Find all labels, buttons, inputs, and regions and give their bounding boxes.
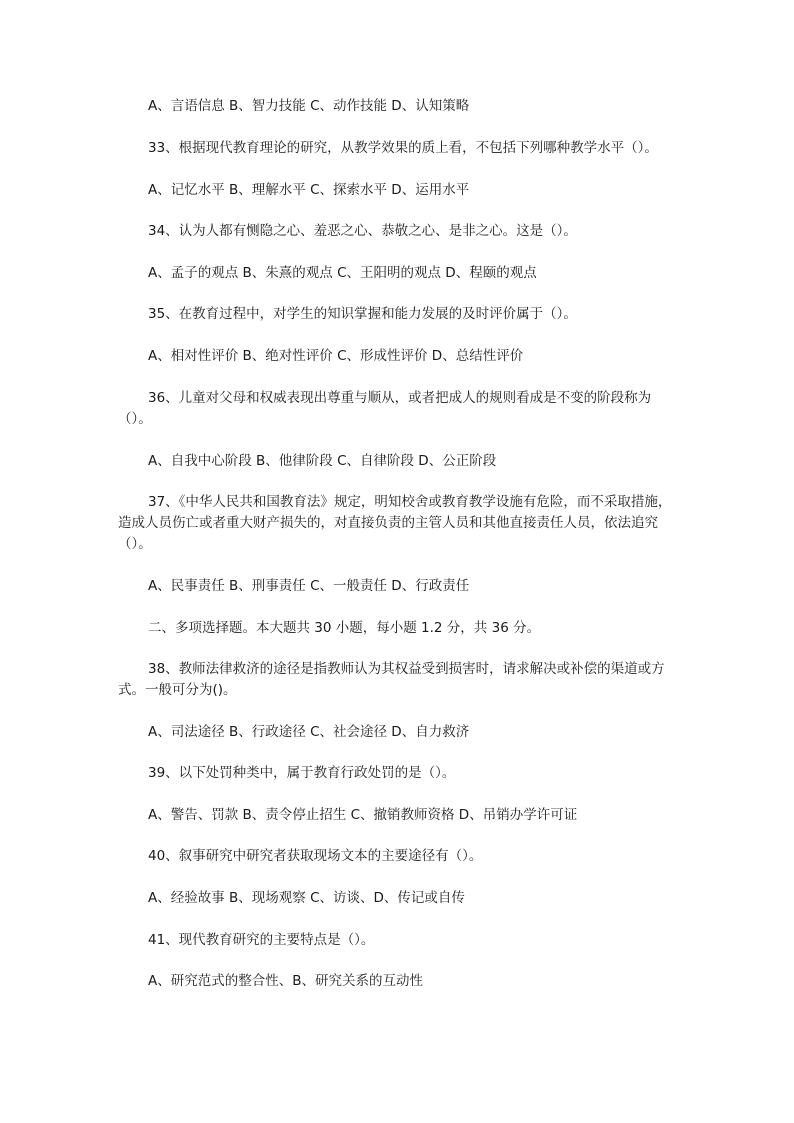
question-33: 33、根据现代教育理论的研究，从教学效果的质上看，不包括下列哪种教学水平（）。 bbox=[148, 140, 658, 156]
question-40: 40、叙事研究中研究者获取现场文本的主要途径有（）。 bbox=[148, 848, 483, 864]
question-35: 35、在教育过程中，对学生的知识掌握和能力发展的及时评价属于（）。 bbox=[148, 306, 577, 322]
answer-options-37: A、民事责任 B、刑事责任 C、一般责任 D、行政责任 bbox=[148, 578, 470, 594]
answer-options-35: A、相对性评价 B、绝对性评价 C、形成性评价 D、总结性评价 bbox=[148, 348, 524, 364]
section-heading-multiple-choice: 二、多项选择题。本大题共 30 小题，每小题 1.2 分，共 36 分。 bbox=[148, 620, 541, 636]
question-37: 37、《中华人民共和国教育法》规定，明知校舍或教育教学设施有危险，而不采取措施，造成人员伤亡或者重大财产损失的，对直接负责的主管人员和其他直接责任人员，依法追究（）。 bbox=[118, 494, 672, 552]
answer-options-38: A、司法途径 B、行政途径 C、社会途径 D、自力救济 bbox=[148, 724, 470, 740]
answer-options-32: A、言语信息 B、智力技能 C、动作技能 D、认知策略 bbox=[148, 98, 470, 114]
answer-options-33: A、记忆水平 B、理解水平 C、探索水平 D、运用水平 bbox=[148, 182, 470, 198]
answer-options-40: A、经验故事 B、现场观察 C、访谈、D、传记或自传 bbox=[148, 890, 465, 906]
question-38: 38、教师法律救济的途径是指教师认为其权益受到损害时，请求解决或补偿的渠道或方式。一般可分为()。 bbox=[118, 661, 665, 698]
question-36: 36、儿童对父母和权威表现出尊重与顺从，或者把成人的规则看成是不变的阶段称为（）。 bbox=[118, 390, 652, 427]
answer-options-39: A、警告、罚款 B、责令停止招生 C、撤销教师资格 D、吊销办学许可证 bbox=[148, 807, 578, 823]
question-39: 39、以下处罚种类中，属于教育行政处罚的是（）。 bbox=[148, 765, 456, 781]
question-41: 41、现代教育研究的主要特点是（）。 bbox=[148, 932, 375, 948]
answer-options-41: A、研究范式的整合性、B、研究关系的互动性 bbox=[148, 973, 423, 989]
answer-options-34: A、孟子的观点 B、朱熹的观点 C、王阳明的观点 D、程颐的观点 bbox=[148, 265, 537, 281]
question-34: 34、认为人都有恻隐之心、羞恶之心、恭敬之心、是非之心。这是（）。 bbox=[148, 223, 577, 239]
answer-options-36: A、自我中心阶段 B、他律阶段 C、自律阶段 D、公正阶段 bbox=[148, 453, 497, 469]
